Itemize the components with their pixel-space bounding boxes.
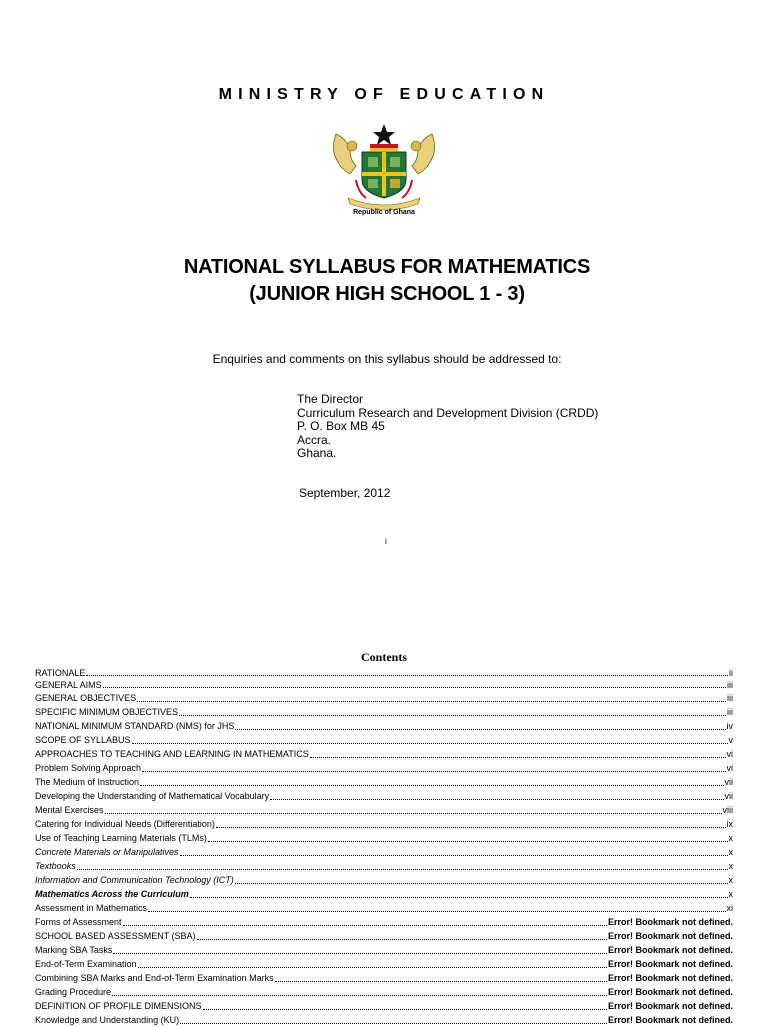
toc-label: Combining SBA Marks and End-of-Term Examination Marks bbox=[35, 973, 274, 983]
toc-leader bbox=[112, 995, 607, 996]
toc-label: GENERAL AIMS bbox=[35, 680, 102, 690]
toc-entry[interactable] bbox=[35, 817, 733, 831]
toc-page: vi bbox=[726, 749, 733, 759]
toc-label: Assessment in Mathematics bbox=[35, 903, 148, 913]
toc-entry[interactable] bbox=[35, 845, 733, 859]
address-block bbox=[297, 393, 598, 461]
toc-leader bbox=[138, 967, 607, 968]
toc-label: Mathematics Across the Curriculum bbox=[35, 889, 189, 899]
toc-page: ix bbox=[726, 819, 733, 829]
toc-label: DEFINITION OF PROFILE DIMENSIONS bbox=[35, 1001, 202, 1011]
toc-entry[interactable] bbox=[35, 943, 733, 957]
toc-page: vii bbox=[724, 777, 733, 787]
toc-entry[interactable] bbox=[35, 679, 733, 691]
toc-label: SCOPE OF SYLLABUS bbox=[35, 735, 131, 745]
address-line: Accra. bbox=[297, 432, 332, 447]
toc-entry[interactable] bbox=[35, 775, 733, 789]
toc-label: RATIONALE bbox=[35, 668, 86, 678]
toc-entry[interactable] bbox=[35, 705, 733, 719]
ghana-coat-of-arms-icon bbox=[328, 120, 440, 212]
enquiries-text: Enquiries and comments on this syllabus should be addressed to: bbox=[212, 352, 562, 366]
toc-leader bbox=[142, 771, 725, 772]
toc-entry[interactable] bbox=[35, 901, 733, 915]
toc-leader bbox=[137, 701, 726, 702]
toc-page: x bbox=[728, 861, 733, 871]
table-of-contents bbox=[35, 667, 733, 1027]
toc-page: xi bbox=[726, 903, 733, 913]
toc-page: iv bbox=[726, 721, 733, 731]
toc-label: Catering for Individual Needs (Differentiation) bbox=[35, 819, 215, 829]
toc-leader bbox=[275, 981, 607, 982]
toc-leader bbox=[235, 729, 725, 730]
toc-label: Developing the Understanding of Mathematical Vocabulary bbox=[35, 791, 270, 801]
toc-page: Error! Bookmark not defined. bbox=[607, 987, 733, 997]
toc-page: v bbox=[728, 735, 733, 745]
page-number: i bbox=[385, 537, 387, 546]
toc-leader bbox=[216, 827, 726, 828]
toc-label: NATIONAL MINIMUM STANDARD (NMS) for JHS bbox=[35, 721, 235, 731]
toc-entry[interactable] bbox=[35, 747, 733, 761]
toc-entry[interactable] bbox=[35, 915, 733, 929]
toc-page: Error! Bookmark not defined. bbox=[607, 945, 733, 955]
toc-label: Use of Teaching Learning Materials (TLMs) bbox=[35, 833, 207, 843]
toc-page: x bbox=[728, 833, 733, 843]
toc-entry[interactable] bbox=[35, 667, 733, 679]
toc-leader bbox=[197, 939, 607, 940]
toc-page: Error! Bookmark not defined. bbox=[607, 973, 733, 983]
toc-entry[interactable] bbox=[35, 859, 733, 873]
toc-leader bbox=[132, 743, 728, 744]
toc-leader bbox=[270, 799, 723, 800]
toc-page: ii bbox=[729, 668, 733, 678]
toc-leader bbox=[190, 897, 728, 898]
toc-leader bbox=[148, 911, 725, 912]
toc-label: Mental Exercises bbox=[35, 805, 104, 815]
toc-entry[interactable] bbox=[35, 831, 733, 845]
toc-entry[interactable] bbox=[35, 999, 733, 1013]
toc-page: iii bbox=[727, 680, 733, 690]
toc-leader bbox=[123, 925, 607, 926]
toc-label: End-of-Term Examination bbox=[35, 959, 137, 969]
toc-entry[interactable] bbox=[35, 985, 733, 999]
toc-page: x bbox=[728, 847, 733, 857]
toc-page: vii bbox=[724, 791, 733, 801]
toc-entry[interactable] bbox=[35, 957, 733, 971]
toc-label: Concrete Materials or Manipulatives bbox=[35, 847, 179, 857]
toc-page: Error! Bookmark not defined. bbox=[607, 917, 733, 927]
toc-label: Grading Procedure bbox=[35, 987, 112, 997]
toc-leader bbox=[103, 687, 726, 688]
document-title bbox=[0, 254, 768, 308]
toc-page: iii bbox=[727, 693, 733, 703]
toc-label: Problem Solving Approach bbox=[35, 763, 142, 773]
toc-leader bbox=[310, 757, 726, 758]
toc-label: SPECIFIC MINIMUM OBJECTIVES bbox=[35, 707, 179, 717]
toc-page: iii bbox=[727, 707, 733, 717]
toc-leader bbox=[179, 715, 726, 716]
toc-entry[interactable] bbox=[35, 733, 733, 747]
toc-leader bbox=[113, 953, 607, 954]
toc-label: Textbooks bbox=[35, 861, 76, 871]
ministry-heading: MINISTRY OF EDUCATION bbox=[218, 86, 550, 103]
toc-page: Error! Bookmark not defined. bbox=[607, 1001, 733, 1011]
toc-label: Forms of Assessment bbox=[35, 917, 122, 927]
toc-entry[interactable] bbox=[35, 873, 733, 887]
toc-label: Marking SBA Tasks bbox=[35, 945, 113, 955]
toc-leader bbox=[140, 785, 723, 786]
toc-entry[interactable] bbox=[35, 691, 733, 705]
toc-entry[interactable] bbox=[35, 719, 733, 733]
toc-leader bbox=[77, 869, 728, 870]
toc-label: APPROACHES TO TEACHING AND LEARNING IN MATHEMATICS bbox=[35, 749, 309, 759]
address-line: The Director bbox=[297, 392, 364, 406]
contents-heading: Contents bbox=[360, 650, 407, 664]
toc-entry[interactable] bbox=[35, 1013, 733, 1027]
toc-page: Error! Bookmark not defined. bbox=[607, 1015, 733, 1025]
toc-entry[interactable] bbox=[35, 803, 733, 817]
toc-page: Error! Bookmark not defined. bbox=[607, 959, 733, 969]
toc-page: x bbox=[728, 875, 733, 885]
toc-label: Knowledge and Understanding (KU) bbox=[35, 1015, 180, 1025]
toc-label: SCHOOL BASED ASSESSMENT (SBA) bbox=[35, 931, 196, 941]
toc-entry[interactable] bbox=[35, 789, 733, 803]
toc-entry[interactable] bbox=[35, 929, 733, 943]
publication-date: September, 2012 bbox=[299, 486, 391, 500]
title-line-1: NATIONAL SYLLABUS FOR MATHEMATICS bbox=[183, 256, 591, 278]
toc-leader bbox=[105, 813, 722, 814]
toc-page: x bbox=[728, 889, 733, 899]
toc-leader bbox=[203, 1009, 607, 1010]
toc-label: GENERAL OBJECTIVES bbox=[35, 693, 137, 703]
toc-entry[interactable] bbox=[35, 971, 733, 985]
toc-label: Information and Communication Technology (ICT) bbox=[35, 875, 234, 885]
toc-leader bbox=[86, 675, 728, 676]
toc-page: vi bbox=[726, 763, 733, 773]
address-line: P. O. Box MB 45 bbox=[297, 419, 385, 433]
toc-entry[interactable] bbox=[35, 761, 733, 775]
toc-leader bbox=[208, 841, 728, 842]
toc-leader bbox=[235, 883, 728, 884]
toc-label: The Medium of Instruction bbox=[35, 777, 140, 787]
address-line: Ghana. bbox=[297, 446, 337, 460]
toc-leader bbox=[180, 855, 728, 856]
emblem-caption: Republic of Ghana bbox=[353, 209, 415, 216]
title-line-2: (JUNIOR HIGH SCHOOL 1 - 3) bbox=[249, 283, 525, 305]
address-line: Curriculum Research and Development Division (CRDD) bbox=[297, 405, 599, 420]
toc-page: Error! Bookmark not defined. bbox=[607, 931, 733, 941]
toc-page: viii bbox=[722, 805, 733, 815]
toc-entry[interactable] bbox=[35, 887, 733, 901]
